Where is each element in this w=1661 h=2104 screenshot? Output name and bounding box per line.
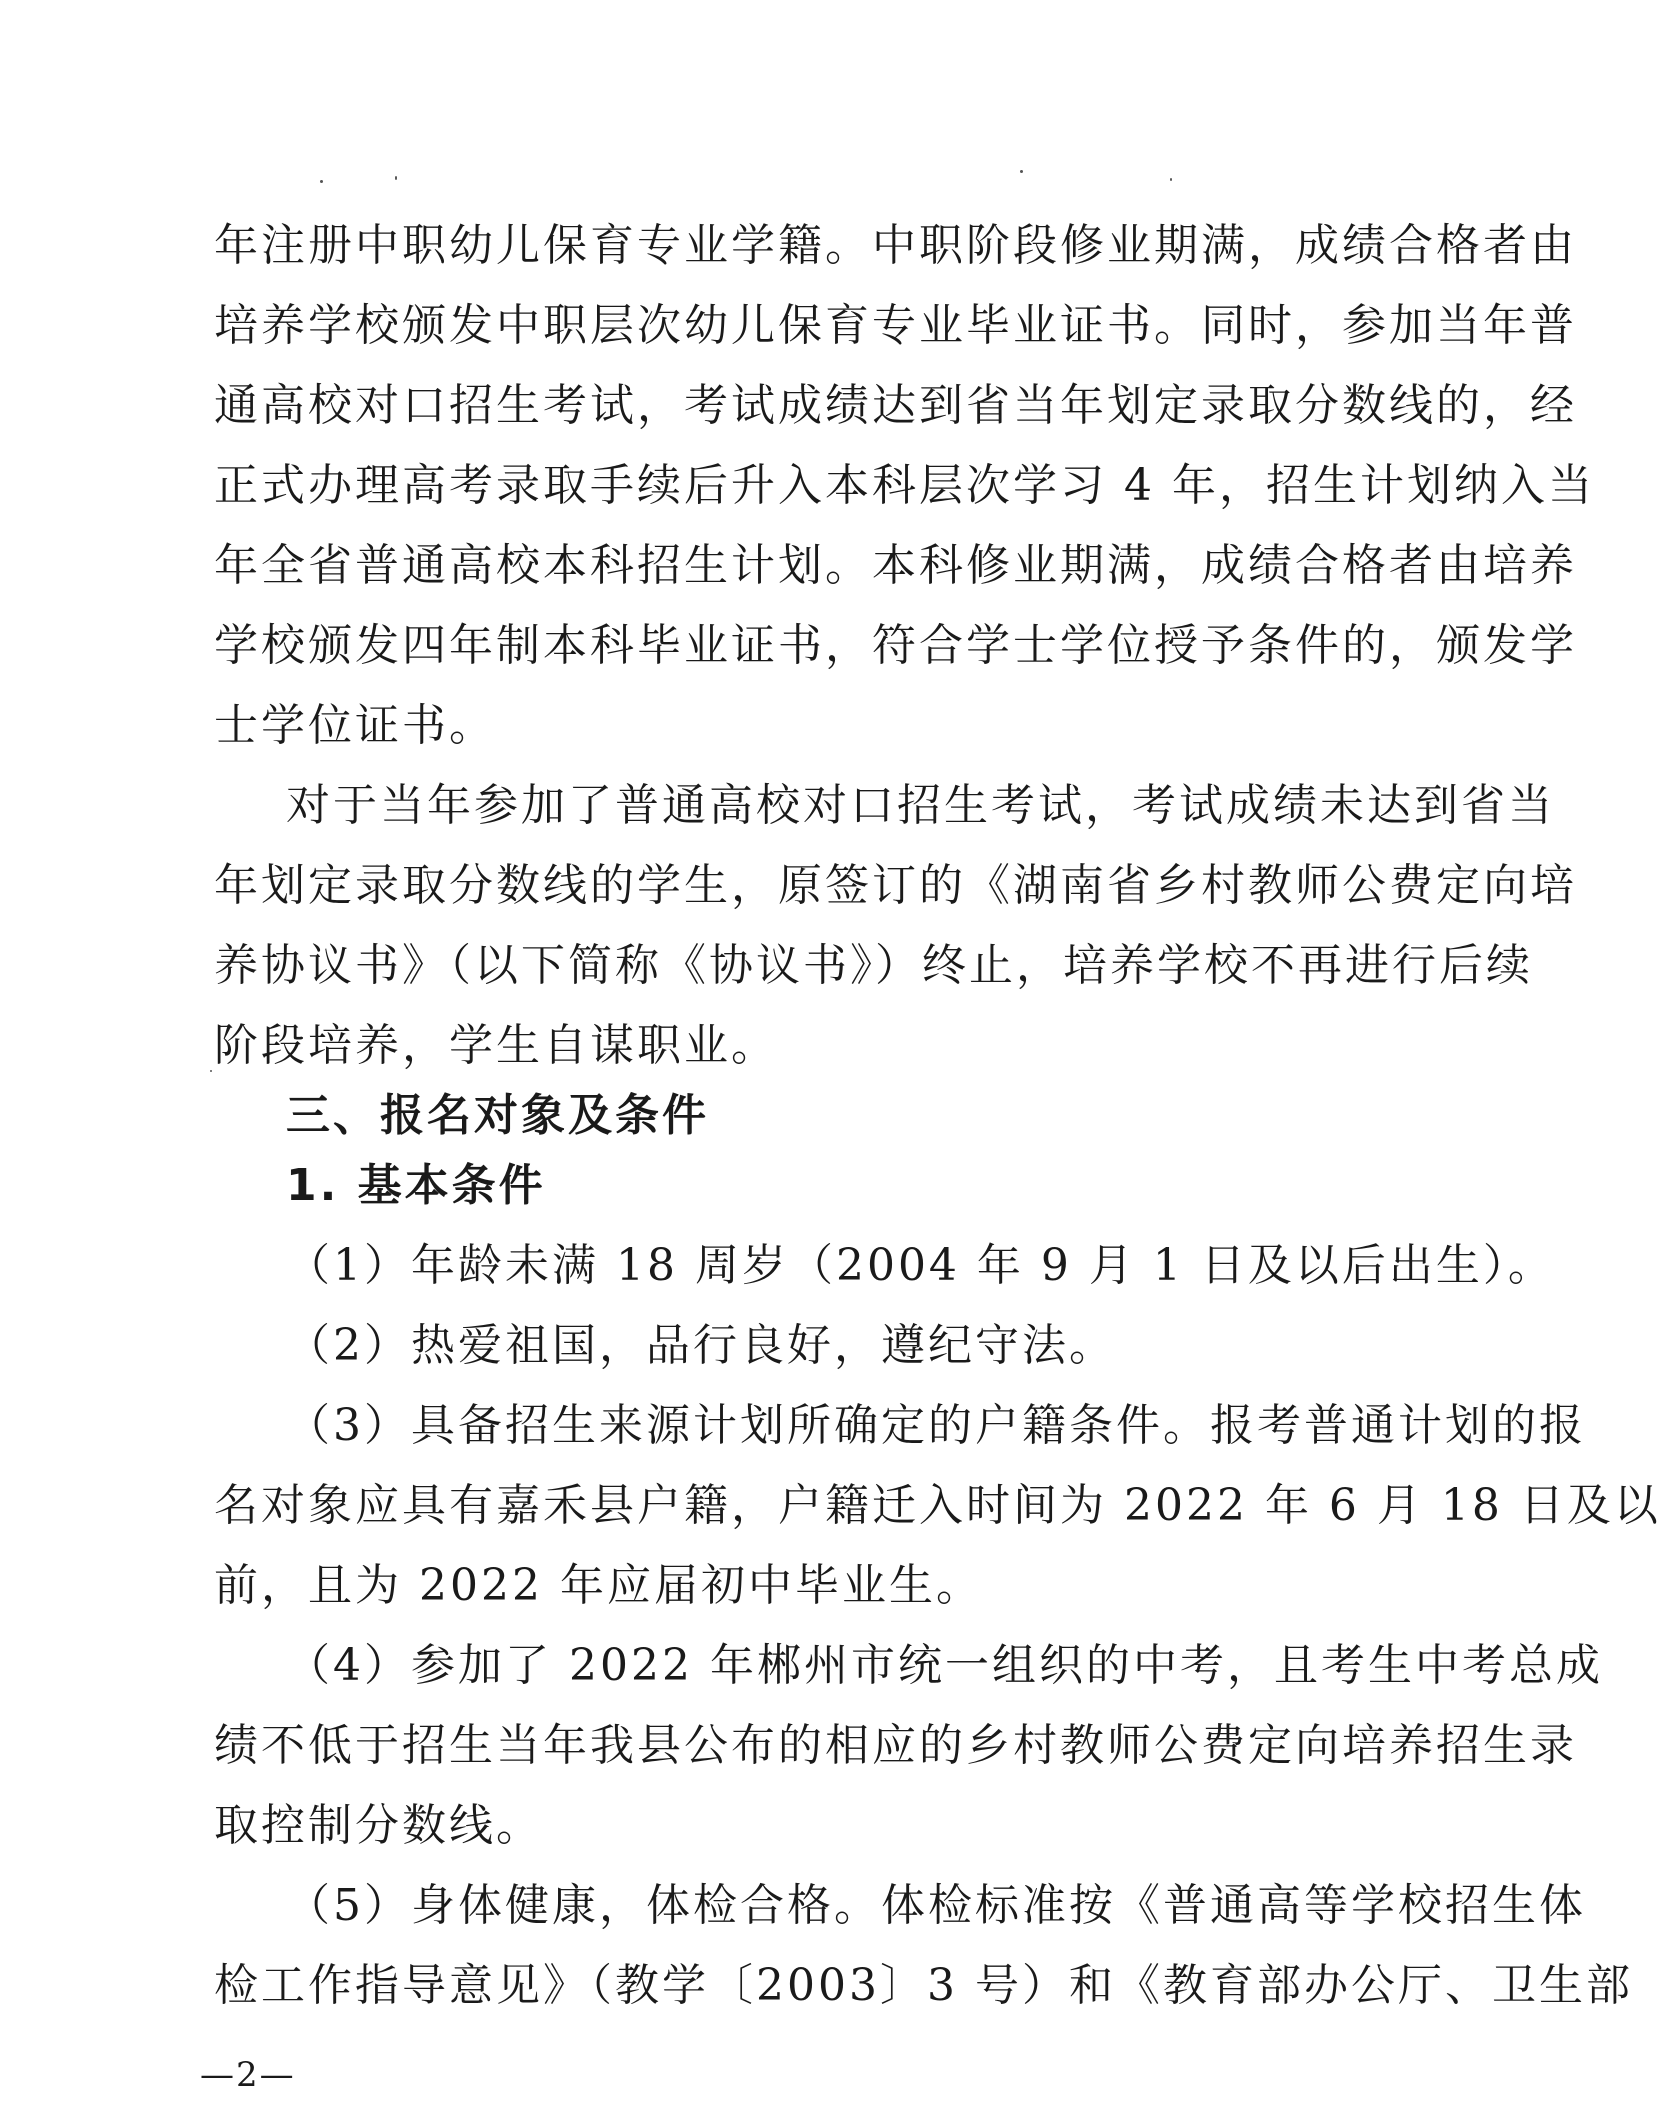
condition-5-line-2: 检工作指导意见》（教学〔2003〕3 号）和《教育部办公厅、卫生部 xyxy=(214,1960,1633,2011)
paragraph-1-line-4: 正式办理高考录取手续后升入本科层次学习 4 年，招生计划纳入当 xyxy=(214,460,1595,511)
scan-speck xyxy=(395,176,397,180)
condition-4-line-3: 取控制分数线。 xyxy=(214,1800,543,1851)
condition-1-line-1: （1）年龄未满 18 周岁（2004 年 9 月 1 日及以后出生）。 xyxy=(286,1240,1555,1291)
paragraph-1-line-5: 年全省普通高校本科招生计划。本科修业期满，成绩合格者由培养 xyxy=(214,540,1577,591)
subsection-heading: 1. 基本条件 xyxy=(286,1160,546,1211)
paragraph-1-line-7: 士学位证书。 xyxy=(214,700,496,751)
condition-5-line-1: （5）身体健康，体检合格。体检标准按《普通高等学校招生体 xyxy=(286,1880,1586,1931)
scan-speck xyxy=(1170,178,1172,181)
section-heading: 三、报名对象及条件 xyxy=(286,1090,709,1141)
condition-4-line-1: （4）参加了 2022 年郴州市统一组织的中考，且考生中考总成 xyxy=(286,1640,1603,1691)
scan-speck xyxy=(210,1070,212,1072)
paragraph-2-line-4: 阶段培养，学生自谋职业。 xyxy=(214,1020,778,1071)
paragraph-2-line-1: 对于当年参加了普通高校对口招生考试，考试成绩未达到省当 xyxy=(286,780,1555,831)
condition-2-line-1: （2）热爱祖国，品行良好，遵纪守法。 xyxy=(286,1320,1116,1371)
paragraph-2-line-3: 养协议书》（以下简称《协议书》）终止，培养学校不再进行后续 xyxy=(214,940,1533,991)
scan-speck xyxy=(1020,170,1023,173)
condition-3-line-1: （3）具备招生来源计划所确定的户籍条件。报考普通计划的报 xyxy=(286,1400,1586,1451)
paragraph-1-line-6: 学校颁发四年制本科毕业证书，符合学士学位授予条件的，颁发学 xyxy=(214,620,1577,671)
condition-3-line-3: 前，且为 2022 年应届初中毕业生。 xyxy=(214,1560,983,1611)
scan-speck xyxy=(320,180,323,183)
paragraph-1-line-2: 培养学校颁发中职层次幼儿保育专业毕业证书。同时，参加当年普 xyxy=(214,300,1577,351)
condition-4-line-2: 绩不低于招生当年我县公布的相应的乡村教师公费定向培养招生录 xyxy=(214,1720,1577,1771)
paragraph-2-line-2: 年划定录取分数线的学生，原签订的《湖南省乡村教师公费定向培 xyxy=(214,860,1577,911)
page-number: —2— xyxy=(200,2055,296,2095)
condition-3-line-2: 名对象应具有嘉禾县户籍，户籍迁入时间为 2022 年 6 月 18 日及以 xyxy=(214,1480,1661,1531)
paragraph-1-line-1: 年注册中职幼儿保育专业学籍。中职阶段修业期满，成绩合格者由 xyxy=(214,220,1577,271)
paragraph-1-line-3: 通高校对口招生考试，考试成绩达到省当年划定录取分数线的，经 xyxy=(214,380,1577,431)
